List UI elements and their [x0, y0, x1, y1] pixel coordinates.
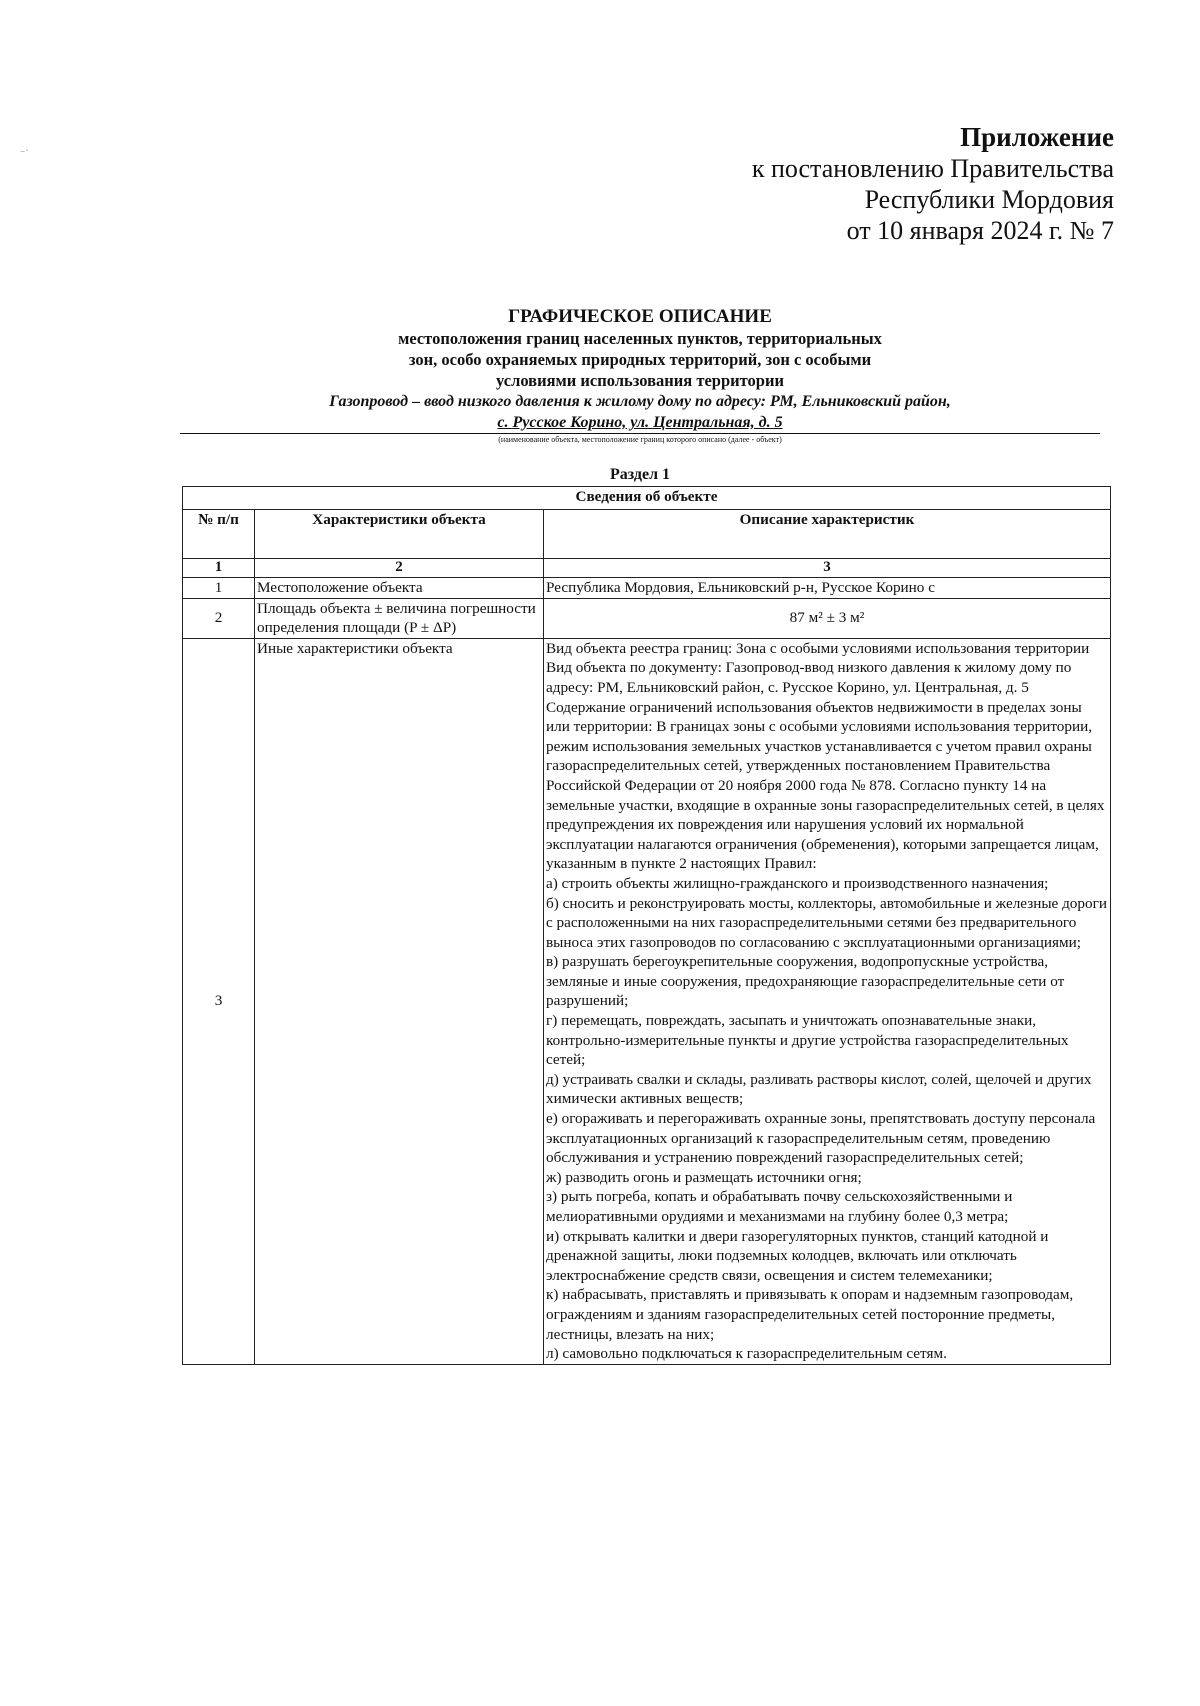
document-subtitle-1: местоположения границ населенных пунктов, территориальных [398, 329, 882, 348]
table-title: Сведения об объекте [183, 487, 1111, 510]
table-row [183, 598, 1111, 638]
table-title-row [183, 487, 1111, 510]
appendix-line-1: к постановлению Правительства [751, 154, 1114, 183]
document-header [180, 305, 1100, 445]
table-row [183, 638, 1111, 1364]
description-line: Вид объекта реестра границ: Зона с особыми условиями использования территории [546, 639, 1090, 657]
col-header-characteristic: Характеристики объекта [255, 510, 544, 559]
description-line: е) огораживать и перегораживать охранные зоны, препятствовать доступу персонала эксплуатационных организаций к газораспределительным сетям, проведению обслуживания и устранению повреждений газораспределительных сетей; [546, 1110, 1096, 1167]
object-name-line [180, 412, 1100, 434]
row-characteristic: Площадь объекта ± величина погрешности определения площади (P ± ΔP) [255, 598, 544, 638]
description-line: г) перемещать, повреждать, засыпать и уничтожать опознавательные знаки, контрольно-измерительные пункты и другие устройства газораспределительных сетей; [546, 1012, 1069, 1069]
scan-artifact: ⁻ˋ [20, 149, 29, 160]
appendix-line-3: от 10 января 2024 г. № 7 [846, 216, 1114, 245]
appendix-title: Приложение [960, 122, 1114, 152]
row-number: 2 [183, 598, 255, 638]
col-header-number: № п/п [183, 510, 255, 559]
row-description-list [544, 638, 1111, 1364]
col-number-3: 3 [544, 559, 1111, 578]
description-line: д) устраивать свалки и склады, разливать растворы кислот, солей, щелочей и других химически активных веществ; [546, 1070, 1092, 1108]
document-subtitle-2: зон, особо охраняемых природных территорий, зон с особыми [408, 350, 872, 369]
description-line: к) набрасывать, приставлять и привязывать к опорам и надземным газопроводам, ограждениям и зданиям газораспределительных сетей посторонние предметы, лестницы, влезать на них; [546, 1286, 1074, 1343]
col-header-description: Описание характеристик [544, 510, 1111, 559]
description-line: Содержание ограничений использования объектов недвижимости в пределах зоны или территории: В границах зоны с особыми условиями использования территории, режим использования земельных участков устанавливается с учетом правил охраны газораспределительных сетей, утвержденных постановлением Правительства Российской Федерации от 20 ноября 2000 года № 878. Согласно пункту 14 на земельные участки, входящие в охранные зоны газораспределительных сетей, в целях предупреждения их повреждения или нарушения условий их нормальной эксплуатации налагаются ограничения (обременения), которыми запрещается лицам, указанным в пункте 2 настоящих Правил: [546, 698, 1105, 873]
table-row [183, 578, 1111, 599]
row-characteristic: Местоположение объекта [255, 578, 544, 599]
description-line: и) открывать калитки и двери газорегуляторных пунктов, станций катодной и дренажной защиты, люки подземных колодцев, включать или отключать электроснабжение средств связи, освещения и систем телемеханики; [546, 1227, 1049, 1284]
table-header-row [183, 510, 1111, 559]
description-line: Вид объекта по документу: Газопровод-ввод низкого давления к жилому дому по адресу: РМ, Ельниковский район, с. Русское Корино, ул. Центральная, д. 5 [546, 659, 1072, 696]
object-caption: (наименование объекта, местоположение границ которого описано (далее - объект) [498, 435, 782, 444]
description-line: а) строить объекты жилищно-гражданского и производственного назначения; [546, 874, 1049, 892]
description-line: з) рыть погреба, копать и обрабатывать почву сельскохозяйственными и мелиоративными орудиями и механизмами на глубину более 0,3 метра; [546, 1188, 1013, 1225]
object-name-2: с. Русское Корино, ул. Центральная, д. 5 [497, 414, 783, 431]
document-subtitle-3: условиями использования территории [496, 371, 784, 390]
description-line: в) разрушать берегоукрепительные сооружения, водопропускные устройства, земляные и иные сооружения, предохраняющие газораспределительные сети от разрушений; [546, 953, 1065, 1010]
object-name-1: Газопровод – ввод низкого давления к жилому дому по адресу: РМ, Ельниковский район, [329, 393, 951, 410]
col-number-1: 1 [183, 559, 255, 578]
row-characteristic: Иные характеристики объекта [255, 638, 544, 1364]
document-title: ГРАФИЧЕСКОЕ ОПИСАНИЕ [508, 306, 772, 327]
object-info-table [182, 486, 1111, 1365]
row-number: 1 [183, 578, 255, 599]
description-line: ж) разводить огонь и размещать источники огня; [546, 1168, 862, 1186]
description-line: б) сносить и реконструировать мосты, коллекторы, автомобильные и железные дороги с расположенными на них газораспределительными сетями без предварительного выноса этих газопроводов по согласованию с эксплуатационными организациями; [546, 894, 1107, 951]
appendix-line-2: Республики Мордовия [864, 185, 1114, 214]
column-number-row [183, 559, 1111, 578]
row-description: 87 м² ± 3 м² [544, 598, 1111, 638]
row-description: Республика Мордовия, Ельниковский р-н, Русское Корино с [544, 578, 1111, 599]
description-line: л) самовольно подключаться к газораспределительным сетям. [546, 1345, 947, 1363]
row-number: 3 [183, 638, 255, 1364]
section-label: Раздел 1 [609, 466, 671, 483]
appendix-block [752, 122, 1114, 246]
col-number-2: 2 [255, 559, 544, 578]
